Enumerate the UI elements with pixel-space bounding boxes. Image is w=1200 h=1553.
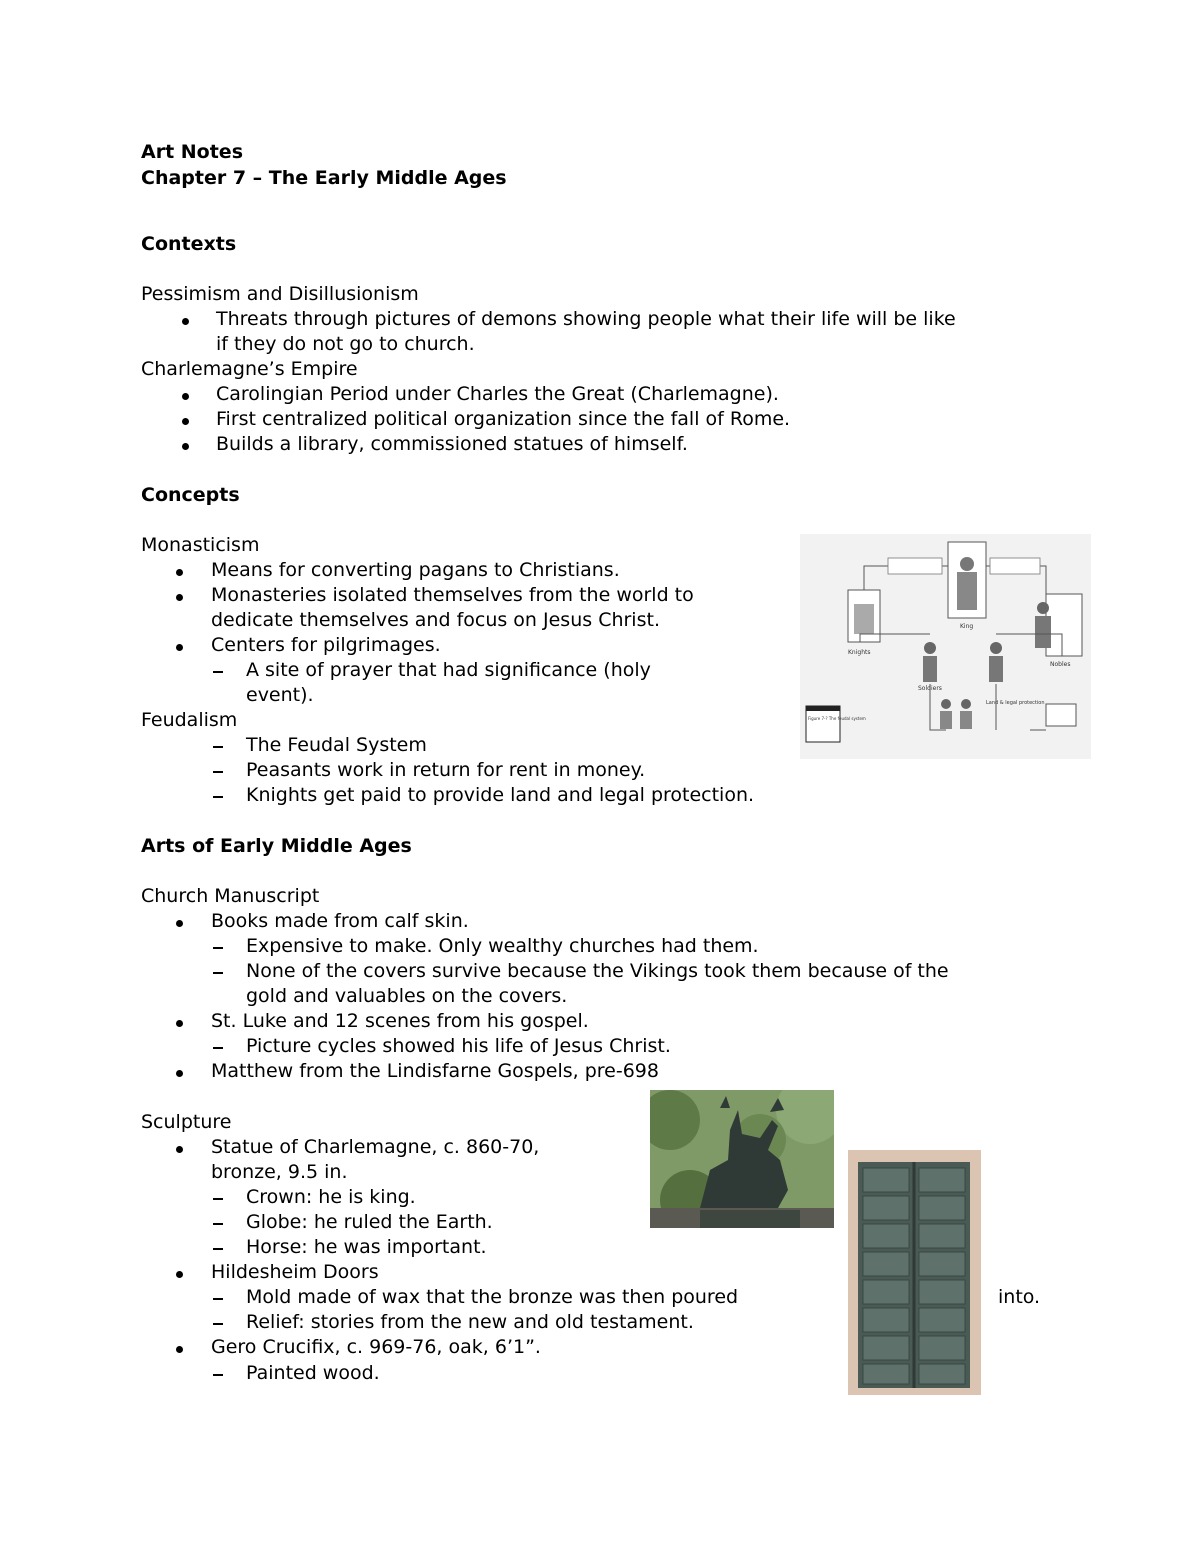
dash-bullet-icon [213, 1047, 223, 1049]
list-item: Threats through pictures of demons showing people what their life will be like [216, 308, 956, 330]
list-item-continued: bronze, 9.5 in. [211, 1161, 348, 1183]
sub-list-item: Expensive to make. Only wealthy churches had them. [246, 935, 759, 957]
list-item: Means for converting pagans to Christians. [211, 559, 620, 581]
dash-bullet-icon [213, 746, 223, 748]
list-item: Monasteries isolated themselves from the world to [211, 584, 694, 606]
section-heading-arts: Arts of Early Middle Ages [141, 835, 412, 857]
chapter-title: Chapter 7 – The Early Middle Ages [141, 167, 507, 189]
list-item: Gero Crucifix, c. 969-76, oak, 6’1”. [211, 1336, 541, 1358]
statue-photo-graphic [650, 1090, 834, 1228]
topic-label-charlemagne: Charlemagne’s Empire [141, 358, 358, 380]
sub-list-item: None of the covers survive because the Vikings took them because of the [246, 960, 949, 982]
bullet-icon [182, 443, 189, 450]
dash-bullet-icon [213, 1223, 223, 1225]
feudal-system-diagram [800, 534, 1091, 759]
sub-list-item: Globe: he ruled the Earth. [246, 1211, 493, 1233]
sub-list-item-continued: event). [246, 684, 314, 706]
doors-photo-graphic [848, 1150, 981, 1395]
list-item-continued: if they do not go to church. [216, 333, 475, 355]
diagram-label-soldiers: Soldiers [918, 685, 942, 692]
bullet-icon [176, 1146, 183, 1153]
list-item: Carolingian Period under Charles the Great (Charlemagne). [216, 383, 779, 405]
diagram-label-nobles: Nobles [1050, 661, 1071, 668]
sub-list-item: Crown: he is king. [246, 1186, 416, 1208]
sub-list-item: Knights get paid to provide land and legal protection. [246, 784, 755, 806]
sub-list-item-continued: gold and valuables on the covers. [246, 985, 568, 1007]
bullet-icon [176, 594, 183, 601]
section-heading-contexts: Contexts [141, 233, 237, 255]
sub-list-item: The Feudal System [246, 734, 427, 756]
list-item: Hildesheim Doors [211, 1261, 379, 1283]
topic-label-feudalism: Feudalism [141, 709, 238, 731]
bullet-icon [176, 569, 183, 576]
sub-list-item: Painted wood. [246, 1362, 380, 1384]
list-item: Centers for pilgrimages. [211, 634, 441, 656]
dash-bullet-icon [213, 671, 223, 673]
list-item: Books made from calf skin. [211, 910, 469, 932]
bullet-icon [182, 318, 189, 325]
topic-label-monasticism: Monasticism [141, 534, 260, 556]
bullet-icon [176, 1346, 183, 1353]
bullet-icon [176, 644, 183, 651]
sub-list-item: Horse: he was important. [246, 1236, 487, 1258]
diagram-caption: Figure 7-? The feudal system [808, 716, 866, 721]
sub-list-item: A site of prayer that had significance (holy [246, 659, 651, 681]
sub-list-item: Mold made of wax that the bronze was then poured [246, 1286, 739, 1308]
charlemagne-statue-photo [650, 1090, 834, 1228]
dash-bullet-icon [213, 972, 223, 974]
list-item: First centralized political organization since the fall of Rome. [216, 408, 791, 430]
diagram-label-king: King [960, 623, 974, 630]
diagram-label-land: Land & legal protection [986, 700, 1045, 706]
list-item: Matthew from the Lindisfarne Gospels, pre-698 [211, 1060, 659, 1082]
dash-bullet-icon [213, 1374, 223, 1376]
dash-bullet-icon [213, 947, 223, 949]
topic-label-sculpture: Sculpture [141, 1111, 232, 1133]
topic-label-manuscript: Church Manuscript [141, 885, 320, 907]
sub-list-item: Picture cycles showed his life of Jesus Christ. [246, 1035, 671, 1057]
section-heading-concepts: Concepts [141, 484, 240, 506]
bullet-icon [176, 1070, 183, 1077]
bullet-icon [176, 1271, 183, 1278]
dash-bullet-icon [213, 1323, 223, 1325]
dash-bullet-icon [213, 1298, 223, 1300]
dash-bullet-icon [213, 1248, 223, 1250]
bullet-icon [176, 1020, 183, 1027]
dash-bullet-icon [213, 771, 223, 773]
topic-label-pessimism: Pessimism and Disillusionism [141, 283, 419, 305]
bullet-icon [176, 920, 183, 927]
bullet-icon [182, 393, 189, 400]
hildesheim-doors-photo [848, 1150, 981, 1395]
feudal-diagram-graphic [800, 534, 1091, 759]
list-item-continued: dedicate themselves and focus on Jesus Christ. [211, 609, 660, 631]
doc-title: Art Notes [141, 141, 244, 163]
dash-bullet-icon [213, 796, 223, 798]
list-item: St. Luke and 12 scenes from his gospel. [211, 1010, 589, 1032]
dash-bullet-icon [213, 1198, 223, 1200]
sub-list-item: Peasants work in return for rent in money. [246, 759, 646, 781]
sub-list-item-continued: into. [998, 1286, 1041, 1308]
bullet-icon [182, 418, 189, 425]
list-item: Statue of Charlemagne, c. 860-70, [211, 1136, 540, 1158]
diagram-label-knights: Knights [848, 649, 871, 656]
list-item: Builds a library, commissioned statues of himself. [216, 433, 688, 455]
sub-list-item: Relief: stories from the new and old testament. [246, 1311, 694, 1333]
